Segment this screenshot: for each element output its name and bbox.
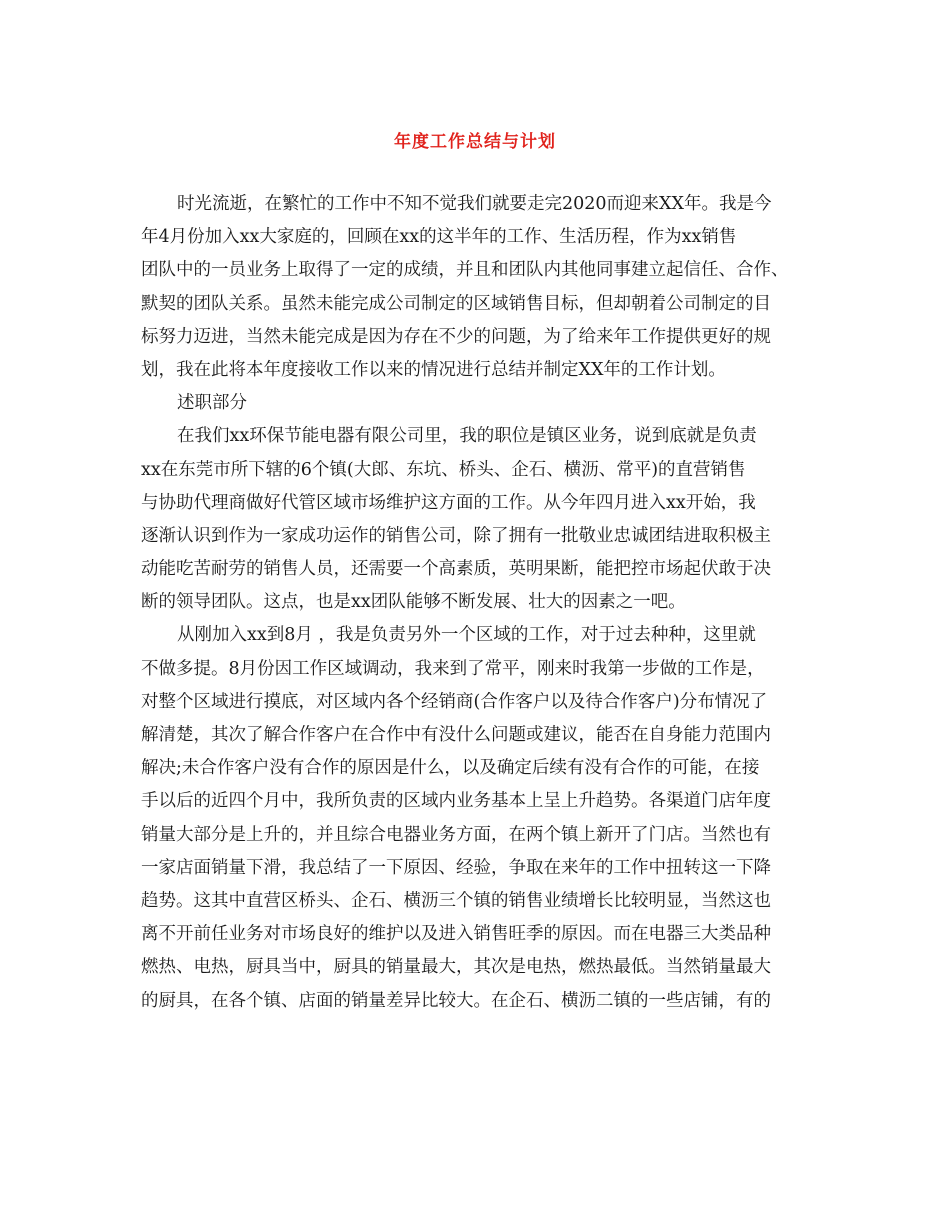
text-line: 离不开前任业务对市场良好的维护以及进入销售旺季的原因。而在电器三大类品种 xyxy=(141,924,771,945)
text-line: 一家店面销量下滑，我总结了一下原因、经验，争取在来年的工作中扭转这一下降 xyxy=(141,857,771,878)
text-line: 与协助代理商做好代管区域市场维护这方面的工作。从今年四月进入xx开始，我 xyxy=(141,492,756,513)
text-line: 的厨具，在各个镇、店面的销量差异比较大。在企石、横沥二镇的一些店铺，有的 xyxy=(141,990,771,1011)
text-line: 年4月份加入xx大家庭的，回顾在xx的这半年的工作、生活历程，作为xx销售 xyxy=(141,227,737,248)
document-body xyxy=(141,188,821,1018)
text-line: 划，我在此将本年度接收工作以来的情况进行总结并制定XX年的工作计划。 xyxy=(141,359,726,380)
text-line: 动能吃苦耐劳的销售人员，还需要一个高素质，英明果断，能把控市场起伏敢于决 xyxy=(141,559,771,580)
text-line: 在我们xx环保节能电器有限公司里，我的职位是镇区业务，说到底就是负责 xyxy=(177,426,757,447)
text-line: 标努力迈进，当然未能完成是因为存在不少的问题，为了给来年工作提供更好的规 xyxy=(141,326,771,347)
document-title: 年度工作总结与计划 xyxy=(394,132,556,152)
text-line: 时光流逝，在繁忙的工作中不知不觉我们就要走完2020而迎来XX年。我是今 xyxy=(177,194,772,214)
text-line: xx在东莞市所下辖的6个镇(大郎、东坑、桥头、企石、横沥、常平)的直营销售 xyxy=(141,459,746,480)
text-line: 手以后的近四个月中，我所负责的区域内业务基本上呈上升趋势。各渠道门店年度 xyxy=(141,791,771,812)
text-line: 解清楚，其次了解合作客户在合作中有没什么问题或建议，能否在自身能力范围内 xyxy=(141,725,771,745)
text-line: 销量大部分是上升的，并且综合电器业务方面，在两个镇上新开了门店。当然也有 xyxy=(141,824,771,845)
text-line: 从刚加入xx到8月 ，我是负责另外一个区域的工作，对于过去种种，这里就 xyxy=(177,625,756,646)
text-line: 默契的团队关系。虽然未能完成公司制定的区域销售目标，但却朝着公司制定的目 xyxy=(141,293,771,314)
text-line: 不做多提。8月份因工作区域调动，我来到了常平，刚来时我第一步做的工作是， xyxy=(141,658,765,679)
text-line: 解决;未合作客户没有合作的原因是什么，以及确定后续有没有合作的可能，在接 xyxy=(141,758,760,779)
text-line: 对整个区域进行摸底，对区域内各个经销商(合作客户以及待合作客户)分布情况了 xyxy=(141,691,768,712)
text-line: 燃热、电热，厨具当中，厨具的销量最大，其次是电热，燃热最低。当然销量最大 xyxy=(141,957,771,978)
text-line: 述职部分 xyxy=(177,393,247,414)
text-line: 断的领导团队。这点，也是xx团队能够不断发展、壮大的因素之一吧。 xyxy=(141,592,686,613)
text-line: 团队中的一员业务上取得了一定的成绩，并且和团队内其他同事建立起信任、合作、 xyxy=(141,260,789,281)
text-line: 趋势。这其中直营区桥头、企石、横沥三个镇的销售业绩增长比较明显，当然这也 xyxy=(141,890,771,911)
text-line: 逐渐认识到作为一家成功运作的销售公司，除了拥有一批敬业忠诚团结进取积极主 xyxy=(141,525,771,546)
